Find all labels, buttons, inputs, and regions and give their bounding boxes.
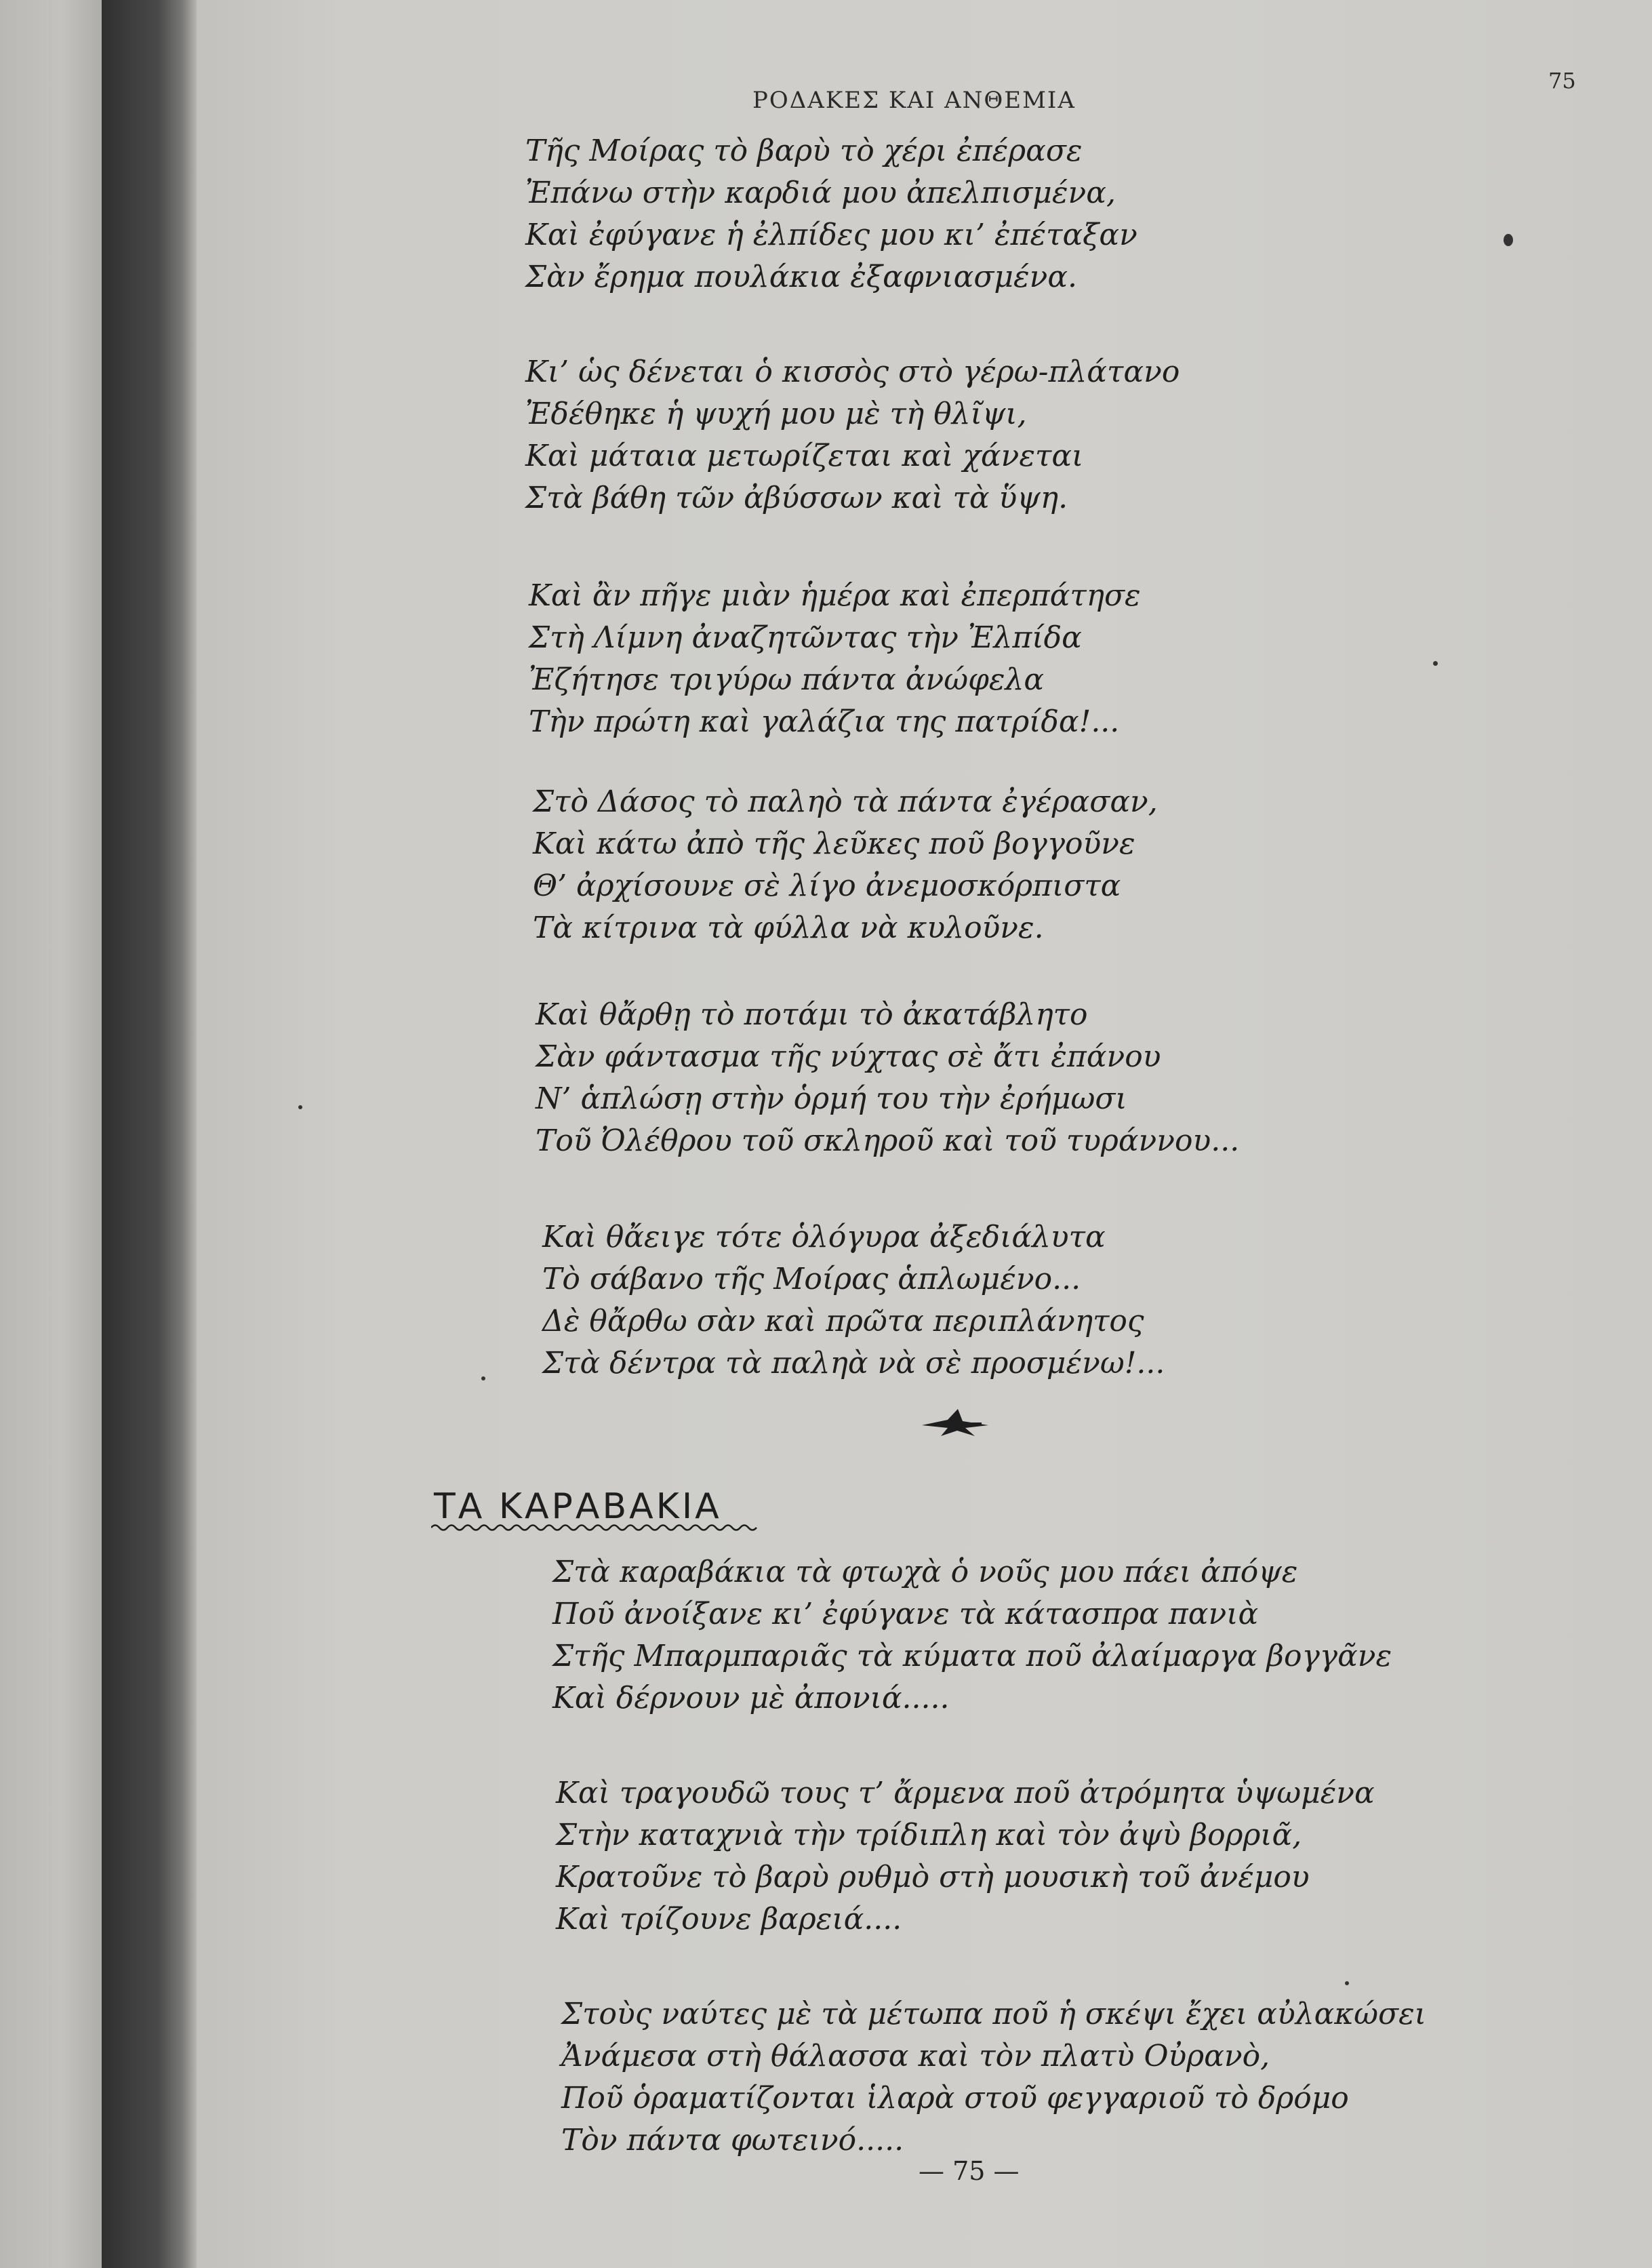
verse-line: Ποῦ ἀνοίξανε κι’ ἐφύγανε τὰ κάτασπρα πανιὰ bbox=[552, 1597, 1259, 1631]
verse-line: Τὸ σάβανο τῆς Μοίρας ἁπλωμένο... bbox=[542, 1262, 1081, 1296]
poem1-stanza-3 bbox=[529, 575, 1141, 743]
verse-line: Στὰ καραβάκια τὰ φτωχὰ ὁ νοῦς μου πάει ἀπόψε bbox=[552, 1555, 1298, 1589]
poem1-stanza-2 bbox=[525, 351, 1180, 519]
verse-line: Στὰ βάθη τῶν ἀβύσσων καὶ τὰ ὕψη. bbox=[525, 481, 1068, 515]
running-head: ΡΟΔΑΚΕΣ ΚΑΙ ΑΝΘΕΜΙΑ bbox=[752, 87, 1076, 114]
poem2-stanza-1 bbox=[552, 1551, 1392, 1719]
verse-line: Καὶ τρίζουνε βαρειά.... bbox=[556, 1902, 902, 1936]
verse-line: Ἐπάνω στὴν καρδιά μου ἀπελπισμένα, bbox=[525, 176, 1116, 210]
verse-line: Σὰν ἔρημα πουλάκια ἐξαφνιασμένα. bbox=[525, 260, 1078, 294]
verse-line: Στοὺς ναύτες μὲ τὰ μέτωπα ποῦ ἡ σκέψι ἔχει αὐλακώσει bbox=[561, 1997, 1426, 2031]
ink-speck bbox=[1345, 1981, 1349, 1985]
poem2-stanza-2 bbox=[556, 1772, 1375, 1941]
verse-line: Καὶ ἐφύγανε ἡ ἐλπίδες μου κι’ ἐπέταξαν bbox=[525, 218, 1137, 252]
verse-line: Καὶ δέρνουν μὲ ἀπονιά..... bbox=[552, 1681, 950, 1715]
ornament-icon bbox=[921, 1405, 995, 1439]
verse-line: Καὶ μάταια μετωρίζεται καὶ χάνεται bbox=[525, 439, 1084, 473]
poem-title: ΤΑ ΚΑΡΑΒΑΚΙΑ bbox=[434, 1486, 722, 1527]
ink-speck bbox=[1433, 661, 1438, 666]
verse-line: Κρατοῦνε τὸ βαρὺ ρυθμὸ στὴ μουσικὴ τοῦ ἀνέμου bbox=[556, 1860, 1310, 1894]
verse-line: Καὶ θἄειγε τότε ὁλόγυρα ἀξεδιάλυτα bbox=[542, 1220, 1106, 1254]
verse-line: Καὶ τραγουδῶ τους τ’ ἄρμενα ποῦ ἀτρόμητα ὑψωμένα bbox=[556, 1776, 1375, 1810]
verse-line: Ν’ ἁπλώσῃ στὴν ὁρμή του τὴν ἐρήμωσι bbox=[536, 1081, 1127, 1116]
verse-line: Τοῦ Ὀλέθρου τοῦ σκληροῦ καὶ τοῦ τυράννου... bbox=[536, 1123, 1240, 1158]
poem1-stanza-6 bbox=[542, 1216, 1165, 1385]
ink-speck bbox=[481, 1376, 485, 1380]
page-number-top: 75 bbox=[1548, 68, 1576, 94]
verse-line: Καὶ θἄρθῃ τὸ ποτάμι τὸ ἀκατάβλητο bbox=[536, 997, 1088, 1032]
verse-line: Κι’ ὡς δένεται ὁ κισσὸς στὸ γέρω-πλάτανο bbox=[525, 355, 1180, 389]
poem1-stanza-4 bbox=[533, 781, 1158, 949]
verse-line: Στὸ Δάσος τὸ παληὸ τὰ πάντα ἐγέρασαν, bbox=[533, 784, 1158, 819]
ink-speck bbox=[1504, 234, 1513, 246]
verse-line: Ἐζήτησε τριγύρω πάντα ἀνώφελα bbox=[529, 662, 1045, 697]
verse-line: Τὴν πρώτη καὶ γαλάζια της πατρίδα!... bbox=[529, 704, 1120, 739]
poem1-stanza-1 bbox=[525, 130, 1137, 298]
verse-line: Στὰ δέντρα τὰ παληὰ νὰ σὲ προσμένω!... bbox=[542, 1346, 1165, 1380]
verse-line: Στὴ Λίμνη ἀναζητῶντας τὴν Ἐλπίδα bbox=[529, 620, 1082, 655]
verse-line: Στὴν καταχνιὰ τὴν τρίδιπλη καὶ τὸν ἀψὺ βορριᾶ, bbox=[556, 1818, 1302, 1852]
verse-line: Ἐδέθηκε ἡ ψυχή μου μὲ τὴ θλῖψι, bbox=[525, 397, 1027, 431]
verse-line: Τὸν πάντα φωτεινό..... bbox=[561, 2123, 904, 2157]
verse-line: Ποῦ ὁραματίζονται ἱλαρὰ στοῦ φεγγαριοῦ τὸ δρόμο bbox=[561, 2081, 1349, 2115]
verse-line: Τὰ κίτρινα τὰ φύλλα νὰ κυλοῦνε. bbox=[533, 911, 1044, 945]
poem2-stanza-3 bbox=[561, 1993, 1426, 2162]
verse-line: Καὶ κάτω ἀπὸ τῆς λεῦκες ποῦ βογγοῦνε bbox=[533, 827, 1135, 861]
title-wavy-underline bbox=[431, 1522, 763, 1533]
verse-line: Ἀνάμεσα στὴ θάλασσα καὶ τὸν πλατὺ Οὐρανὸ, bbox=[561, 2039, 1270, 2073]
page-number-bottom: — 75 — bbox=[919, 2156, 1020, 2186]
facing-page-edge bbox=[0, 0, 102, 2268]
verse-line: Θ’ ἀρχίσουνε σὲ λίγο ἀνεμοσκόρπιστα bbox=[533, 869, 1121, 903]
verse-line: Σὰν φάντασμα τῆς νύχτας σὲ ἄτι ἐπάνου bbox=[536, 1039, 1161, 1074]
book-gutter bbox=[102, 0, 197, 2268]
verse-line: Τῆς Μοίρας τὸ βαρὺ τὸ χέρι ἐπέρασε bbox=[525, 134, 1083, 168]
poem1-stanza-5 bbox=[536, 994, 1239, 1162]
verse-line: Καὶ ἂν πῆγε μιὰν ἡμέρα καὶ ἐπερπάτησε bbox=[529, 578, 1141, 613]
verse-line: Δὲ θἄρθω σὰν καὶ πρῶτα περιπλάνητος bbox=[542, 1304, 1144, 1338]
verse-line: Στῆς Μπαρμπαριᾶς τὰ κύματα ποῦ ἀλαίμαργα βογγᾶνε bbox=[552, 1639, 1392, 1673]
ink-speck bbox=[298, 1105, 302, 1109]
